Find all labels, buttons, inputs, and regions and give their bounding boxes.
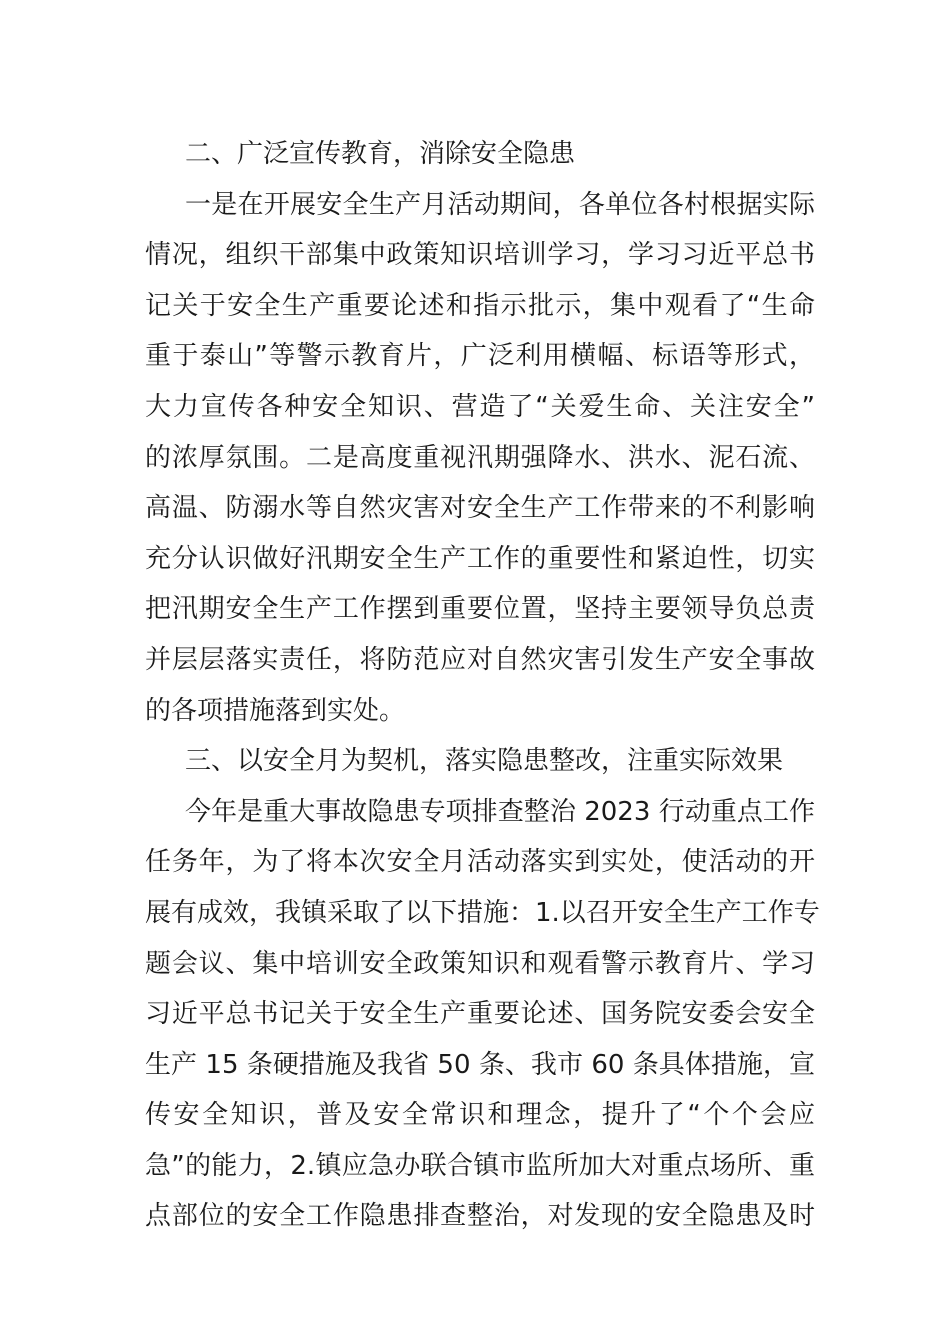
paragraph-line: 点部位的安全工作隐患排查整治，对发现的安全隐患及时 bbox=[145, 1201, 815, 1232]
paragraph-line: 情况，组织干部集中政策知识培训学习，学习习近平总书 bbox=[145, 240, 815, 271]
section-heading-3: 三、以安全月为契机，落实隐患整改，注重实际效果 bbox=[185, 746, 784, 777]
paragraph-line: 充分认识做好汛期安全生产工作的重要性和紧迫性，切实 bbox=[145, 543, 815, 574]
paragraph-line: 的各项措施落到实处。 bbox=[145, 695, 406, 726]
paragraph-line: 的浓厚氛围。二是高度重视汛期强降水、洪水、泥石流、 bbox=[145, 442, 815, 473]
paragraph-line: 今年是重大事故隐患专项排查整治 2023 行动重点工作 bbox=[185, 796, 815, 827]
document-body bbox=[145, 129, 820, 1242]
paragraph-line: 任务年，为了将本次安全月活动落实到实处，使活动的开 bbox=[145, 847, 815, 878]
paragraph-line: 并层层落实责任，将防范应对自然灾害引发生产安全事故 bbox=[145, 644, 815, 675]
paragraph-line: 展有成效，我镇采取了以下措施：1.以召开安全生产工作专 bbox=[145, 897, 820, 928]
section-heading-2: 二、广泛宣传教育，消除安全隐患 bbox=[185, 139, 576, 169]
paragraph-line: 题会议、集中培训安全政策知识和观看警示教育片、学习 bbox=[145, 948, 815, 979]
paragraph-line: 一是在开展安全生产月活动期间，各单位各村根据实际 bbox=[185, 189, 815, 220]
paragraph-line: 记关于安全生产重要论述和指示批示，集中观看了“生命 bbox=[145, 290, 815, 321]
paragraph-line: 急”的能力，2.镇应急办联合镇市监所加大对重点场所、重 bbox=[145, 1150, 815, 1181]
paragraph-line: 习近平总书记关于安全生产重要论述、国务院安委会安全 bbox=[145, 999, 815, 1030]
paragraph-line: 生产 15 条硬措施及我省 50 条、我市 60 条具体措施，宣 bbox=[145, 1049, 815, 1080]
paragraph-line: 大力宣传各种安全知识、营造了“关爱生命、关注安全” bbox=[145, 391, 815, 422]
paragraph-2 bbox=[145, 787, 820, 1242]
paragraph-1 bbox=[145, 180, 815, 737]
paragraph-line: 传安全知识，普及安全常识和理念，提升了“个个会应 bbox=[145, 1100, 815, 1131]
paragraph-line: 把汛期安全生产工作摆到重要位置，坚持主要领导负总责 bbox=[145, 594, 815, 625]
paragraph-line: 高温、防溺水等自然灾害对安全生产工作带来的不利影响 bbox=[145, 493, 815, 524]
paragraph-line: 重于泰山”等警示教育片，广泛利用横幅、标语等形式， bbox=[145, 341, 815, 372]
